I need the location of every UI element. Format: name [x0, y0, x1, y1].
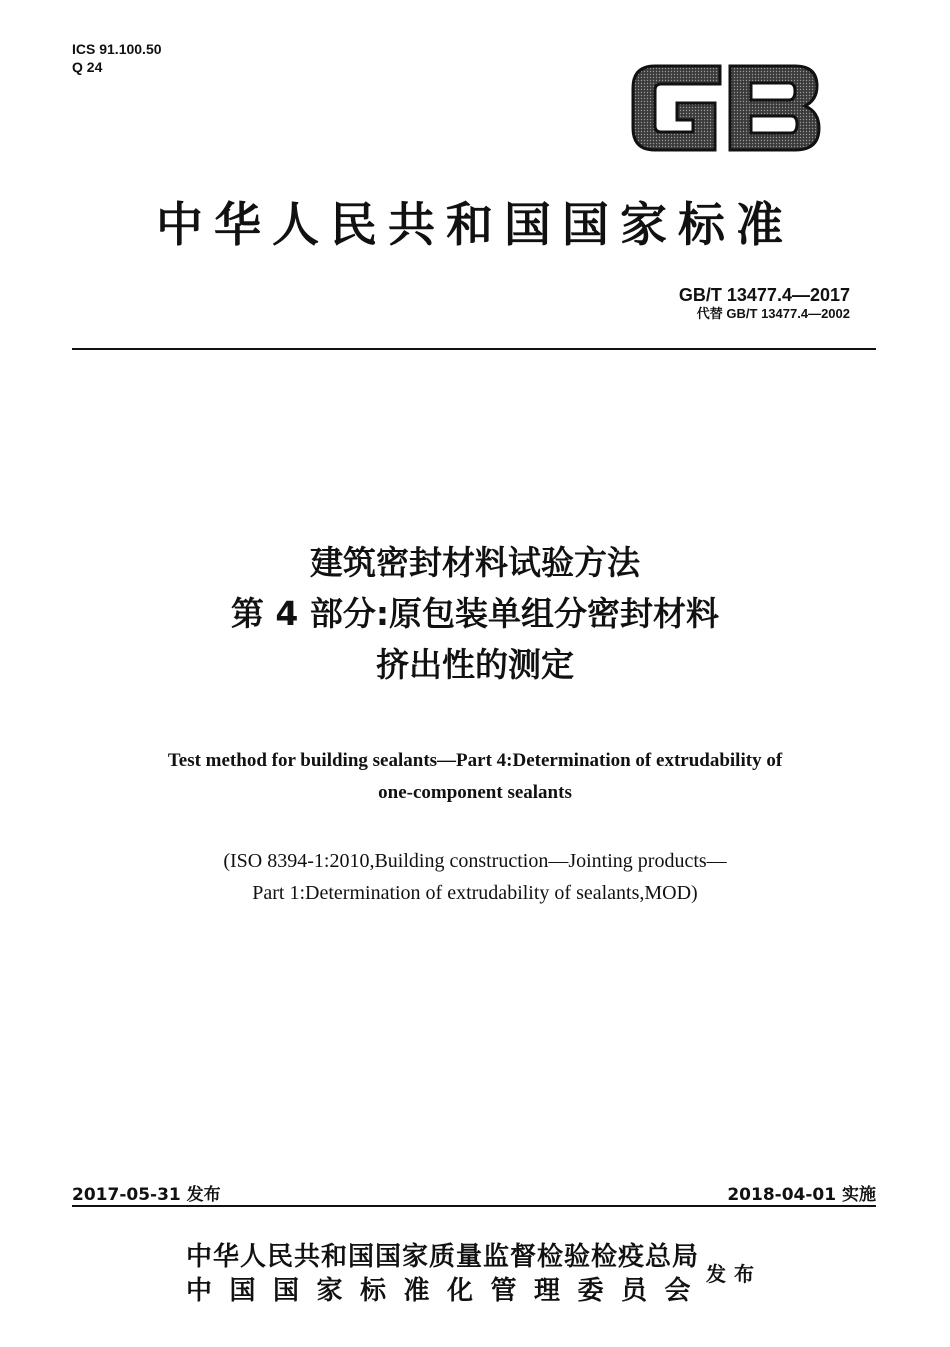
ccs-code: Q 24	[72, 59, 103, 75]
standard-number-block	[679, 284, 850, 322]
iso-reference-line-2: Part 1:Determination of extrudability of sealants,MOD)	[252, 882, 698, 904]
issuer-line-1: 中华人民共和国国家质量监督检验检疫总局	[186, 1242, 700, 1272]
standard-type-heading: 中华人民共和国国家标准	[156, 198, 794, 253]
issue-date: 2017-05-31 发布	[72, 1185, 221, 1205]
ics-code: ICS 91.100.50	[72, 41, 162, 57]
standard-number: GB/T 13477.4—2017	[678, 285, 850, 305]
publish-label: 发布	[706, 1262, 762, 1286]
header-divider	[72, 348, 876, 350]
iso-reference	[60, 845, 890, 909]
title-en-line-2: one-component sealants	[378, 782, 572, 803]
replaces-standard: 代替 GB/T 13477.4—2002	[696, 306, 850, 321]
classification-codes	[72, 40, 162, 76]
issuing-authorities	[186, 1240, 708, 1308]
implement-date: 2018-04-01 实施	[727, 1185, 876, 1205]
title-english	[60, 745, 890, 809]
title-zh-line-3: 挤出性的测定	[376, 645, 574, 684]
title-zh-line-2: 第 4 部分:原包装单组分密封材料	[230, 594, 720, 633]
iso-reference-line-1: (ISO 8394-1:2010,Building construction—Jointing products—	[223, 850, 727, 872]
issuer-line-2: 中国国家标准化管理委员会	[186, 1276, 709, 1306]
footer-divider	[72, 1205, 876, 1207]
title-chinese	[0, 537, 950, 690]
gb-logo-icon	[625, 58, 825, 158]
title-en-line-1: Test method for building sealants—Part 4:Determination of extrudability of	[167, 750, 783, 771]
title-zh-line-1: 建筑密封材料试验方法	[310, 543, 640, 582]
